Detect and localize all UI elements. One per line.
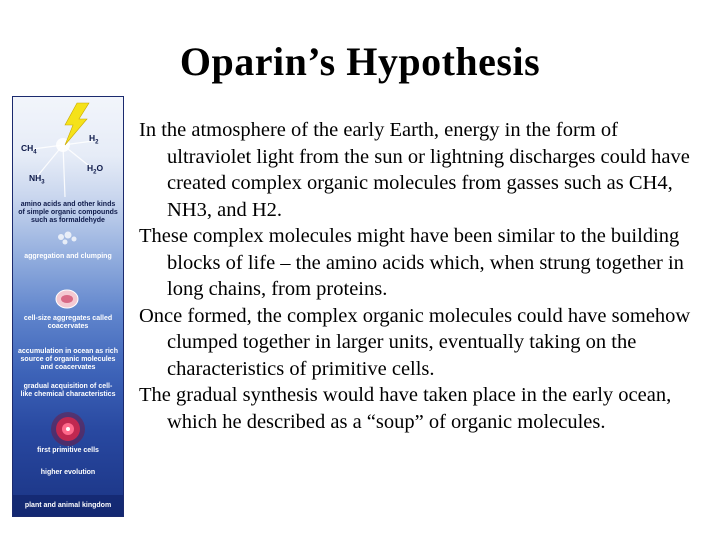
paragraph-clumping: Once formed, the complex organic molecules could have somehow clumped together in larger units, eventually taking on the characteristics of primitive cells. <box>139 304 691 380</box>
paragraph-synthesis: The gradual synthesis would have taken place in the early ocean, which he described as a “soup” of organic molecules. <box>139 384 672 433</box>
aggregation-label: aggregation and clumping <box>24 253 112 260</box>
first-cells-label: first primitive cells <box>37 447 99 454</box>
slide-title: Oparin’s Hypothesis <box>179 39 541 84</box>
ch4-label: $CH_4$ <box>21 143 37 156</box>
plant-animal-kingdom-label: plant and animal kingdom <box>24 502 112 509</box>
coacervates-label: cell-size aggregates called coacervates <box>23 315 113 330</box>
higher-evolution-label: higher evolution <box>40 469 96 476</box>
oparin-diagram <box>12 96 124 517</box>
lightning-icon <box>65 103 89 145</box>
h2o-label: $H_2O$ <box>87 163 104 176</box>
h2-label: $H_2$ <box>89 133 99 146</box>
paragraph-atmosphere: In the atmosphere of the early Earth, energy in the form of ultraviolet light from the sun or lightning discharges could have created complex organic molecules from gasses such as CH4, NH3, and H2. <box>139 119 690 221</box>
coacervate-icon <box>56 290 78 308</box>
cell-like-acquisition-label: gradual acquisition of cell-like chemical characteristics <box>20 383 116 398</box>
aggregation-icon <box>58 232 77 245</box>
nh3-label: $NH_3$ <box>29 173 45 186</box>
ocean-accumulation-label: accumulation in ocean as rich source of organic molecules and coacervates <box>18 348 118 371</box>
amino-acids-label: amino acids and other kinds of simple organic compounds such as formaldehyde <box>18 201 118 224</box>
paragraph-complex-molecules: These complex molecules might have been similar to the building blocks of life – the amino acids which, when strung together in long chains, from proteins. <box>139 225 684 300</box>
primitive-cell-icon <box>51 412 85 446</box>
body-text <box>139 117 699 435</box>
